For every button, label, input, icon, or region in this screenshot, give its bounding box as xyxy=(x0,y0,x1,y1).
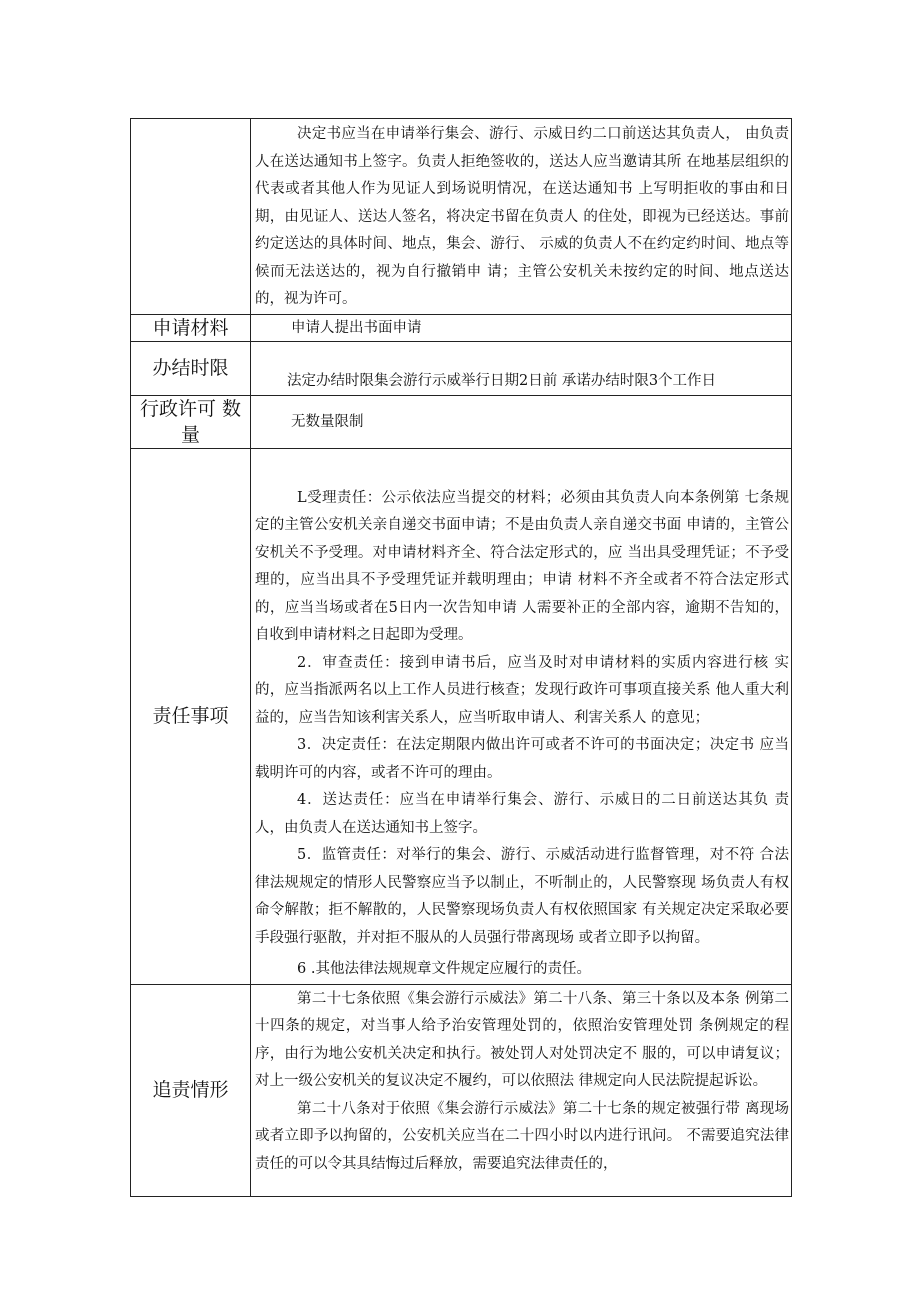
deadline-content-cell xyxy=(251,341,792,395)
responsibility-item: L受理责任：公示依法应当提交的材料；必须由其负责人向本条例第 七条规定的主管公安机关亲自递交书面申请；不是由负责人亲自递交书面 申请的，主管公安机关不予受理。对申请材料齐全、符合法定形式的，应 当出具受理凭证；不予受理的，应当出具不予受理凭证并载明理由；申请 材料不齐全或者不符合法定形式的，应当当场或者在5日内一次告知申请 人需要补正的全部内容，逾期不告知的，自收到申请材料之日起即为受理。 xyxy=(255,489,789,643)
materials-row xyxy=(131,314,792,341)
decision-label-cell xyxy=(131,119,251,315)
quantity-label: 行政许可 数量 xyxy=(131,395,251,448)
materials-text: 申请人提出书面申请 xyxy=(291,319,422,336)
deadline-text: 法定办结时限集会游行示威举行日期2日前 承诺办结时限3个工作日 xyxy=(287,372,717,389)
materials-label: 申请材料 xyxy=(131,314,251,341)
materials-content-cell xyxy=(251,314,792,341)
accountability-row xyxy=(131,984,792,1196)
responsibility-item: 4．送达责任：应当在申请举行集会、游行、示威日的二日前送达其负 责人，由负责人在送达通知书上签字。 xyxy=(255,792,789,836)
accountability-content-cell xyxy=(251,984,792,1196)
deadline-row xyxy=(131,341,792,395)
responsibility-label: 责任事项 xyxy=(131,448,251,984)
responsibility-item: 5．监管责任：对举行的集会、游行、示威活动进行监督管理，对不符 合法律法规规定的情形人民警察应当予以制止，不听制止的，人民警察现 场负责人有权命令解散；拒不解散的，人民警察现场负责人有权依照国家 有关规定决定采取必要手段强行驱散，并对拒不服从的人员强行带离现场 或者立即予以拘留。 xyxy=(255,847,789,946)
responsibility-item: 2．审查责任：接到申请书后，应当及时对申请材料的实质内容进行核 实的，应当指派两名以上工作人员进行核查；发现行政许可事项直接关系 他人重大利益的，应当告知该利害关系人，应当听取申请人、利害关系人 的意见； xyxy=(255,654,789,726)
quantity-row xyxy=(131,395,792,448)
quantity-content-cell xyxy=(251,395,792,448)
permit-info-table xyxy=(130,118,792,1197)
responsibility-row xyxy=(131,448,792,984)
decision-row xyxy=(131,119,792,315)
accountability-item: 第二十八条对于依照《集会游行示威法》第二十七条的规定被强行带 离现场或者立即予以拘留的，公安机关应当在二十四小时以内进行讯问。 不需要追究法律责任的可以令其具结悔过后释放，需要追究法律责任的， xyxy=(255,1100,789,1172)
decision-content-cell xyxy=(251,119,792,315)
accountability-label: 追责情形 xyxy=(131,984,251,1196)
quantity-text: 无数量限制 xyxy=(291,413,364,430)
responsibility-item: 3．决定责任：在法定期限内做出许可或者不许可的书面决定；决定书 应当载明许可的内容，或者不许可的理由。 xyxy=(255,737,789,781)
responsibility-item: 6 .其他法律法规规章文件规定应履行的责任。 xyxy=(297,961,591,977)
decision-text: 决定书应当在申请举行集会、游行、示威日约二口前送达其负责人， 由负责人在送达通知书上签字。负责人拒绝签收的，送达人应当邀请其所 在地基层组织的代表或者其他人作为见证人到场说明情况，在送达通知书 上写明拒收的事由和日期，由见证人、送达人签名，将决定书留在负责人 的住处，即视为已经送达。事前约定送达的具体时间、地点，集会、游行、 示威的负责人不在约定约时间、地点等候而无法送达的，视为自行撤销申 请；主管公安机关未按约定的时间、地点送达的，视为许可。 xyxy=(255,126,789,307)
deadline-label: 办结时限 xyxy=(131,341,251,395)
responsibility-content-cell xyxy=(251,448,792,984)
accountability-item: 第二十七条依照《集会游行示威法》第二十八条、第三十条以及本条 例第二十四条的规定，对当事人给予治安管理处罚的，依照治安管理处罚 条例规定的程序，由行为地公安机关决定和执行。被处罚人对处罚决定不 服的，可以申请复议；对上一级公安机关的复议决定不履约，可以依照法 律规定向人民法院提起诉讼。 xyxy=(255,990,789,1089)
